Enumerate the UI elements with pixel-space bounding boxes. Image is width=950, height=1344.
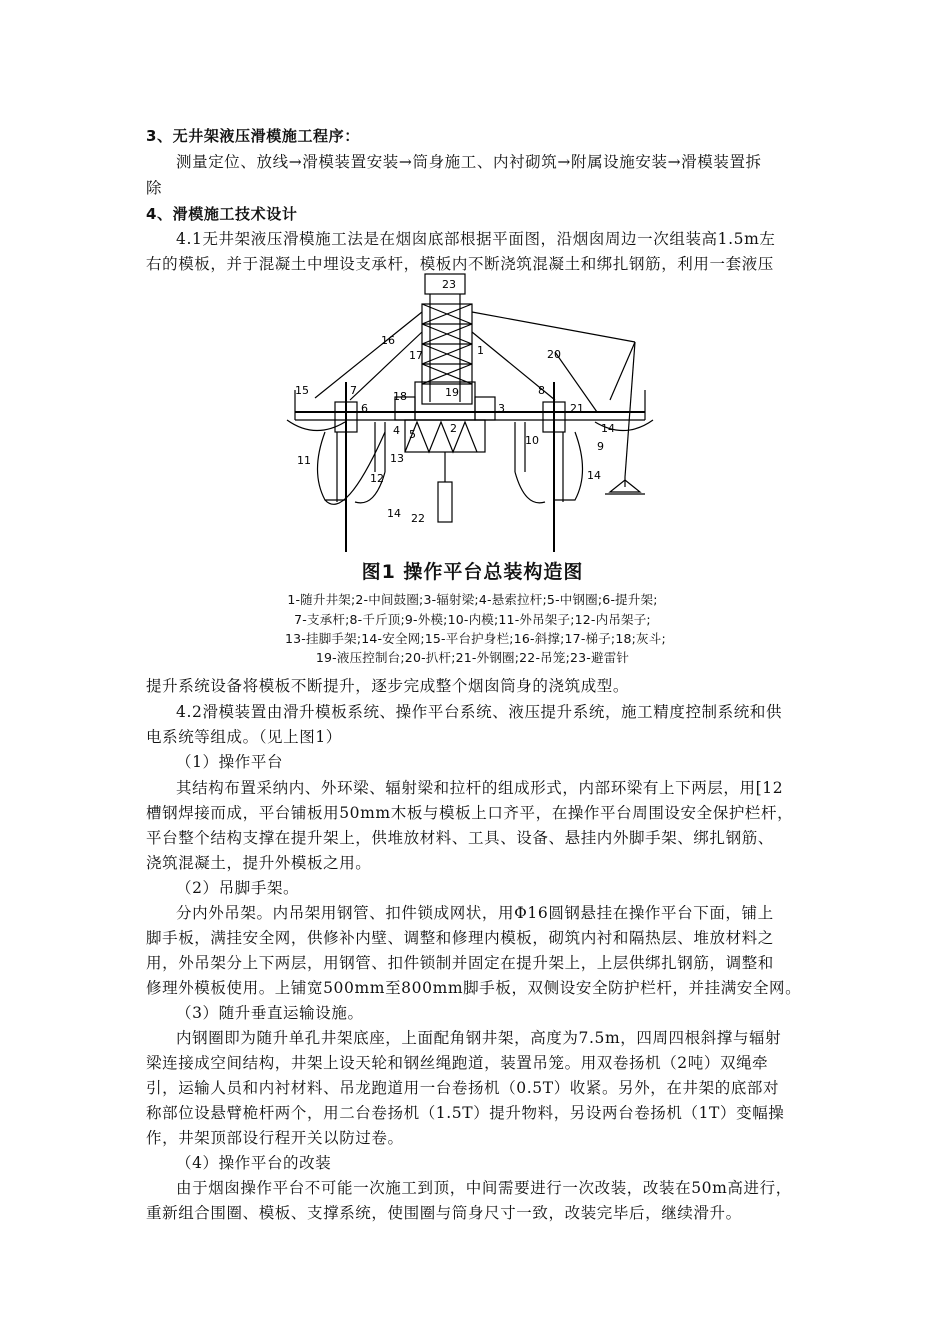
legend-line-3: 13-挂脚手架;14-安全网;15-平台护身栏;16-斜撑;17-梯子;18;灰斗; [285,631,666,646]
subsection-1-line-1: 其结构布置采纳内、外环梁、辐射梁和拉杆的组成形式，内部环梁有上下两层，用[12 [176,779,784,797]
right-stay [472,312,635,342]
section-4-heading: 4、滑模施工技术设计 [146,205,298,223]
label-12: 12 [370,472,384,485]
subsection-1-line-3: 平台整个结构支撑在提升架上，供堆放材料、工具、设备、悬挂内外脚手架、绑扎钢筋、 [146,829,774,847]
label-3: 3 [498,402,505,415]
label-6: 6 [361,402,368,415]
paragraph-4-1-line-2: 右的模板，并于混凝土中埋设支承杆，模板内不断浇筑混凝土和绑扎钢筋，利用一套液压 [146,255,774,273]
left-outer-net [318,432,346,500]
subsection-3-line-2: 梁连接成空间结构，井架上设天轮和钢丝绳跑道，装置吊笼。用双卷扬机（2吨）双绳牵 [146,1054,769,1072]
label-2: 2 [450,422,457,435]
subsection-1-line-2: 槽钢焊接而成，平台铺板用50mm木板与模板上口齐平，在操作平台周围设安全保护栏杆， [146,804,794,822]
subsection-4-line-1: 由于烟囱操作平台不可能一次施工到顶，中间需要进行一次改装，改装在50m高进行， [176,1179,792,1197]
label-23: 23 [442,278,456,291]
section-3-heading: 3、无井架液压滑模施工程序： [146,127,360,145]
subsection-3-line-4: 称部位设悬臂桅杆两个，用二台卷扬机（1.5T）提升物料，另设两台卷扬机（1T）变幅操 [146,1104,785,1122]
label-10: 10 [525,434,539,447]
subsection-4-line-2: 重新组合围圈、模板、支撑系统，使围圈与筒身尺寸一致，改装完毕后，继续滑升。 [146,1204,742,1222]
legend-line-2: 7-支承杆;8-千斤顶;9-外模;10-内模;11-外吊架子;12-内吊架子; [294,612,651,627]
legend-line-1: 1-随升井架;2-中间鼓圈;3-辐射梁;4-悬索拉杆;5-中钢圈;6-提升架; [287,592,658,607]
subsection-4-title: （4）操作平台的改装 [176,1154,332,1172]
paragraph-4-1-line-1: 4.1无井架液压滑模施工法是在烟囱底部根据平面图，沿烟囱周边一次组装高1.5m左 [176,230,776,248]
label-21: 21 [570,402,584,415]
label-17: 17 [409,349,423,362]
paragraph-4-1-line-3: 提升系统设备将模板不断提升，逐步完成整个烟囱筒身的浇筑成型。 [146,677,630,695]
label-14-left: 14 [387,507,401,520]
subsection-2-line-2: 脚手板，满挂安全网，供修补内壁、调整和修理内模板，砌筑内衬和隔热层、堆放材料之 [146,929,774,947]
label-14-top: 14 [601,422,615,435]
subsection-2-line-4: 修理外模板使用。上铺宽500mm至800mm脚手板，双侧设安全防护栏杆，并挂满安全网。 [146,979,802,997]
label-9: 9 [597,440,604,453]
label-4: 4 [393,424,400,437]
label-19: 19 [445,386,459,399]
platform-assembly-diagram [285,272,660,552]
label-14-right: 14 [587,469,601,482]
process-line-2: 除 [146,179,163,197]
right-outer-net [555,432,583,500]
figure-1 [285,272,666,672]
label-5: 5 [409,428,416,441]
label-11: 11 [297,454,311,467]
label-22: 22 [411,512,425,525]
label-8: 8 [538,384,545,397]
subsection-1-line-4: 浇筑混凝土，提升外模板之用。 [146,854,372,872]
subsection-2-line-1: 分内外吊架。内吊架用钢管、扣件锁成网状，用Φ16圆钢悬挂在操作平台下面，铺上 [176,904,774,922]
paragraph-4-2-line-2: 电系统等组成。（见上图1） [146,728,342,746]
left-stay [315,312,422,398]
label-20: 20 [547,348,561,361]
label-15: 15 [295,384,309,397]
label-16: 16 [381,334,395,347]
subsection-2-title: （2）吊脚手架。 [176,879,300,897]
paragraph-4-2-line-1: 4.2滑模装置由滑升模板系统、操作平台系统、液压提升系统，施工精度控制系统和供 [176,703,783,721]
subsection-2-line-3: 用，外吊架分上下两层，用钢管、扣件锁制并固定在提升架上，上层供绑扎钢筋，调整和 [146,954,774,972]
label-1: 1 [477,344,484,357]
subsection-3-line-3: 引，运输人员和内衬材料、吊龙跑道用一台卷扬机（0.5T）收紧。另外，在井架的底部对 [146,1079,780,1097]
label-13: 13 [390,452,404,465]
subsection-1-title: （1）操作平台 [176,753,284,771]
subsection-3-line-5: 作，井架顶部设行程开关以防过卷。 [146,1129,404,1147]
cage [438,482,452,522]
subsection-3-title: （3）随升垂直运输设施。 [176,1004,364,1022]
middle-drum [405,420,485,452]
label-7: 7 [350,384,357,397]
label-18: 18 [393,390,407,403]
legend-line-4: 19-液压控制台;20-扒杆;21-外钢圈;22-吊笼;23-避雷针 [315,650,630,665]
figure-title: 图1 操作平台总装构造图 [361,561,584,583]
subsection-3-line-1: 内钢圈即为随升单孔井架底座，上面配角钢井架，高度为7.5m，四周四根斜撑与辐射 [176,1029,782,1047]
process-line-1: 测量定位、放线→滑模装置安装→筒身施工、内衬砌筑→附属设施安装→滑模装置拆 [176,153,762,171]
